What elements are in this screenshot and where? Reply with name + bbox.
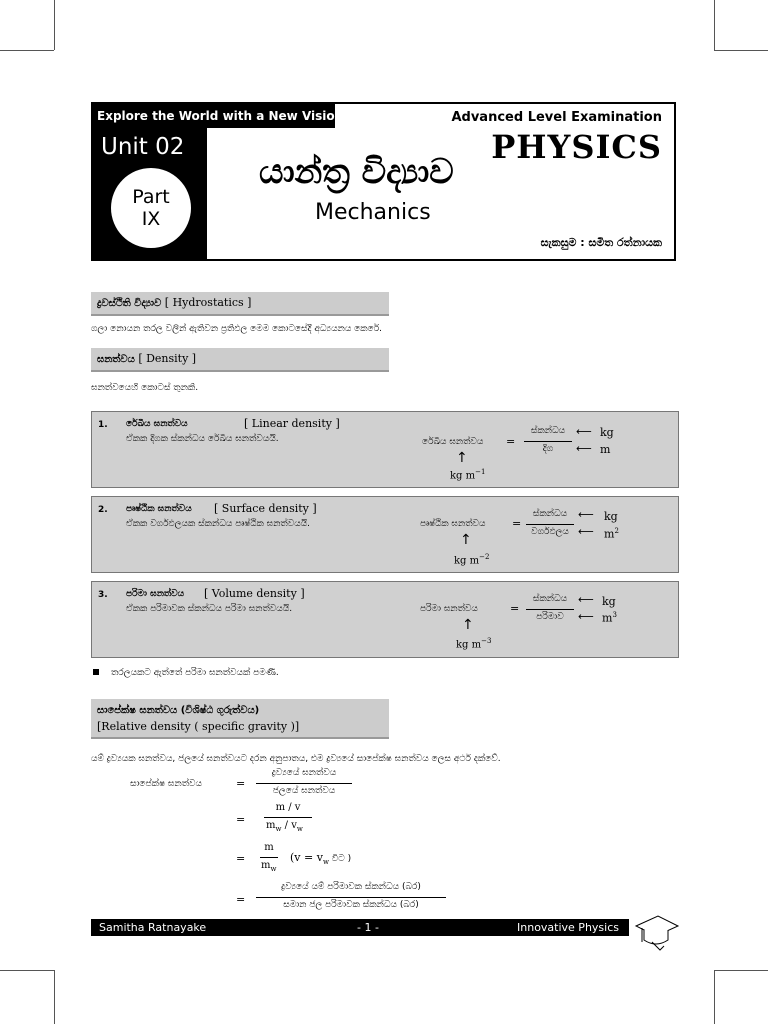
fraction-bar (524, 441, 572, 442)
si-unit: kg $m^{-2}$ (454, 553, 490, 567)
formula-lhs: පරිමා ඝනත්වය (420, 604, 478, 614)
crop-mark (54, 970, 55, 1024)
item-name: පෘෂ්ඨික ඝනත්වය (126, 504, 192, 514)
left-arrow-icon: ⟵ (576, 442, 592, 455)
graduation-cap-icon (632, 912, 680, 956)
fraction-denominator: වර්ගඵලය (531, 527, 569, 537)
item-name-en: [ Linear density ] (244, 417, 340, 430)
fraction-numerator: m / v (275, 802, 301, 813)
section-header-relative-density (91, 699, 389, 739)
item-name: පරිමා ඝනත්වය (126, 589, 185, 599)
unit-numerator: kg (604, 510, 618, 523)
unit-numerator: kg (600, 426, 614, 439)
equals-sign: = (236, 813, 246, 826)
fraction-numerator: ස්කන්ධය (532, 509, 568, 519)
fraction-bar (526, 609, 574, 610)
section-title-en: [Relative density ( specific gravity )] (97, 720, 300, 733)
fraction-numerator: ස්කන්ධය (532, 594, 568, 604)
density-box-volume (91, 581, 679, 658)
si-unit: kg $m^{-3}$ (456, 637, 492, 651)
bullet-text: තරලයකට ඇත්තේ පරිමා ඝනත්වයක් පමණි. (111, 668, 279, 678)
fraction-numerator: ස්කන්ධය (530, 426, 566, 436)
compiled-by: සැකසුම : සමිත රත්නායක (540, 236, 662, 249)
equals-sign: = (236, 852, 246, 865)
bullet-icon (93, 669, 99, 675)
part-number: IX (141, 208, 161, 230)
item-name-en: [ Surface density ] (214, 502, 317, 515)
formula-lhs: රේඛීය ඝනත්වය (422, 437, 484, 447)
equals-sign: = (512, 517, 522, 530)
item-description: ඒකක පරිමාවක ස්කන්ධය පරිමා ඝනත්වයයි. (126, 604, 293, 614)
crop-mark (714, 0, 715, 50)
crop-mark (714, 970, 715, 1024)
unit-numerator: kg (602, 595, 616, 608)
section-title-si: සාපේක්ෂ ඝනත්වය (විශිෂ්ඨ ගුරුත්වය) (97, 705, 260, 716)
page-footer (91, 919, 629, 936)
fraction-numerator: ද්‍රව්‍යයේ ඝනත්වය (271, 768, 337, 778)
section-title-si: ද්‍රවස්ථිති විද්‍යාව (97, 298, 162, 309)
hydrostatics-intro: ගලා නොයන තරල වලින් ඇතිවන ප්‍රතිඵල මෙම කොටසේදී අධ්‍යයනය කෙරේ. (91, 324, 383, 334)
left-arrow-icon: ⟵ (576, 425, 592, 438)
fraction-bar (526, 524, 574, 525)
part-badge (111, 168, 191, 248)
unit-label: Unit 02 (101, 134, 185, 160)
subject-title: PHYSICS (491, 128, 662, 166)
sinhala-title: යාන්ත්‍ර විද්‍යාව (259, 152, 454, 192)
equals-sign: = (510, 602, 520, 615)
density-intro: ඝනත්වයෙහි කොටස් තුනකි. (91, 383, 199, 393)
item-name-en: [ Volume density ] (204, 587, 305, 600)
section-header-density (91, 348, 389, 372)
up-arrow-icon: ↑ (462, 617, 474, 633)
tagline: Explore the World with a New Vision... (93, 104, 335, 128)
left-arrow-icon: ⟵ (578, 508, 594, 521)
item-number: 3. (98, 590, 108, 600)
item-description: ඒකක දිගක ස්කන්ධය රේඛීය ඝනත්වයයි. (126, 434, 279, 444)
item-name: රේඛීය ඝනත්වය (126, 419, 188, 429)
page-number: - 1 - (357, 921, 379, 934)
equal-volume-condition: ($v = v_w$ විට ) (290, 851, 352, 867)
left-arrow-icon: ⟵ (578, 593, 594, 606)
equals-sign: = (236, 893, 246, 906)
item-description: ඒකක වර්ගඵලයක ස්කන්ධය පෘෂ්ඨික ඝනත්වයයි. (126, 519, 310, 529)
footer-author: Samitha Ratnayake (99, 921, 207, 934)
fraction-denominator: පරිමාව (536, 612, 564, 622)
item-number: 2. (98, 505, 108, 515)
left-arrow-icon: ⟵ (578, 525, 594, 538)
up-arrow-icon: ↑ (460, 532, 472, 548)
exam-label: Advanced Level Examination (451, 110, 662, 125)
item-number: 1. (98, 420, 108, 430)
fraction-bar (264, 817, 312, 818)
unit-denominator: $m^3$ (602, 611, 617, 625)
relative-density-definition: යම් ද්‍රව්‍යයක ඝනත්වය, ජලයේ ඝනත්වයට දරන අනුපාතය, එම ද්‍රව්‍යයේ සාපේක්ෂ ඝනත්වය ලෙස අර්ථ දක්වේ. (91, 754, 501, 764)
fraction-bar (256, 897, 446, 898)
equals-sign: = (506, 435, 516, 448)
section-title-si: ඝනත්වය (97, 354, 135, 365)
crop-mark (714, 970, 768, 971)
section-title-en: [ Density ] (138, 352, 197, 365)
density-box-surface (91, 496, 679, 573)
footer-brand: Innovative Physics (517, 921, 619, 934)
english-title: Mechanics (315, 200, 431, 225)
fraction-numerator: m (264, 842, 274, 853)
fraction-bar (260, 857, 278, 858)
fraction-bar (256, 783, 352, 784)
formula-lhs: පෘෂ්ඨික ඝනත්වය (420, 519, 486, 529)
part-word: Part (132, 186, 170, 208)
up-arrow-icon: ↑ (456, 450, 468, 466)
density-box-linear (91, 411, 679, 488)
crop-mark (54, 0, 55, 50)
crop-mark (714, 50, 768, 51)
equals-sign: = (236, 777, 246, 790)
si-unit: kg $m^{-1}$ (450, 468, 486, 482)
unit-denominator: m (600, 443, 611, 456)
section-title-en: [ Hydrostatics ] (164, 296, 252, 309)
bullet-note (93, 668, 279, 678)
left-arrow-icon: ⟵ (578, 610, 594, 623)
fraction-denominator: $m_w$ (261, 860, 277, 873)
title-banner (91, 102, 676, 261)
relative-density-lhs: සාපේක්ෂ ඝනත්වය (130, 779, 202, 789)
fraction-numerator: ද්‍රව්‍යයේ යම් පරිමාවක ස්කන්ධය (බර) (281, 882, 421, 892)
fraction-denominator: $m_w / v_w$ (266, 820, 303, 833)
crop-mark (0, 970, 54, 971)
fraction-denominator: ජලයේ ඝනත්වය (272, 786, 336, 796)
fraction-denominator: දිග (542, 444, 554, 454)
fraction-denominator: සමාන ජල පරිමාවක ස්කන්ධය (බර) (283, 900, 419, 910)
crop-mark (0, 50, 54, 51)
section-header-hydrostatics (91, 292, 389, 316)
unit-denominator: $m^2$ (604, 527, 619, 541)
